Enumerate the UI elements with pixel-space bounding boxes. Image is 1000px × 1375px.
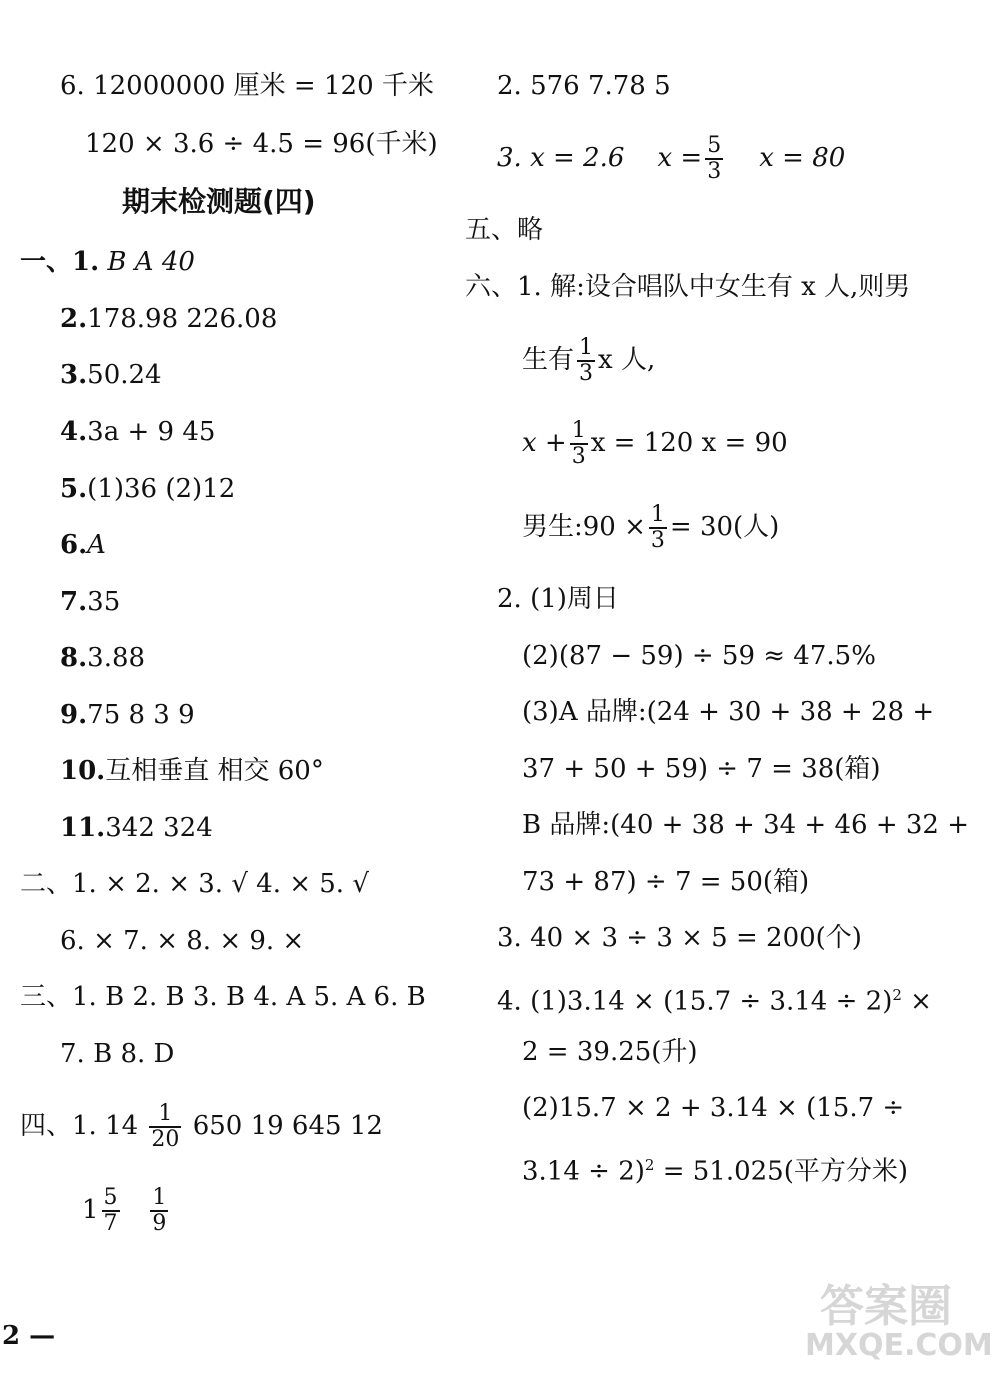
exponent: 2: [644, 1156, 655, 1174]
denominator: 3: [650, 528, 665, 553]
line-r12: B 品牌:(40 + 38 + 34 + 46 + 32 +: [522, 810, 970, 840]
line-r16: 2 = 39.25(升): [522, 1037, 698, 1067]
line-r17: (2)15.7 × 2 + 3.14 × (15.7 ÷: [522, 1093, 905, 1123]
answer-text: 生有: [522, 345, 575, 375]
answer-label: 4.: [60, 417, 88, 447]
page-number: 2 —: [2, 1321, 56, 1351]
answer-text: 342 324: [105, 813, 213, 843]
answer-text: 4. (1)3.14 × (15.7 ÷ 3.14 ÷ 2): [497, 986, 893, 1017]
watermark-logo: 答案圈: [820, 1281, 952, 1332]
numerator: 1: [650, 502, 665, 527]
answer-2b: 6. × 7. × 8. × 9. ×: [60, 926, 305, 956]
line-r14: 3. 40 × 3 ÷ 3 × 5 = 200(个): [497, 923, 862, 953]
line-r2: [497, 128, 845, 188]
numerator: 5: [707, 133, 722, 158]
answer-text: 3.88: [87, 643, 146, 673]
line-r8: 2. (1)周日: [497, 584, 619, 614]
answer-1-4: [60, 416, 215, 448]
answer-1-1: [20, 246, 195, 278]
answer-4a: [20, 1096, 383, 1156]
numerator: 5: [103, 1185, 118, 1210]
answer-label: 6.: [60, 530, 88, 560]
answer-label: 10.: [60, 756, 106, 786]
line-r1: 2. 576 7.78 5: [497, 71, 671, 101]
numerator: 1: [149, 1102, 181, 1128]
answer-text: x =: [657, 143, 703, 173]
answer-text: x +: [522, 428, 567, 458]
numerator: 1: [152, 1185, 167, 1210]
answer-text: 3.14 ÷ 2): [522, 1156, 645, 1187]
answer-1-2: [60, 303, 277, 335]
answer-1-11: [60, 812, 213, 844]
answer-text: 四、1. 14: [20, 1111, 139, 1141]
answer-3b: 7. B 8. D: [60, 1039, 175, 1069]
answer-1-6: [60, 529, 106, 561]
answer-label: 9.: [60, 700, 88, 730]
answer-1-7: [60, 586, 120, 618]
mixed-whole: 1: [82, 1195, 99, 1225]
answer-text: 50.24: [87, 360, 162, 390]
answer-text: 650 19 645 12: [192, 1111, 383, 1141]
answer-1-10: [60, 755, 324, 787]
answer-label: 3.: [60, 360, 88, 390]
answer-label: 一、1.: [20, 247, 100, 277]
denominator: 9: [152, 1211, 167, 1236]
fraction: [649, 503, 667, 553]
exponent: 2: [892, 986, 902, 1004]
line-r13: 73 + 87) ÷ 7 = 50(箱): [522, 867, 810, 897]
answer-text: A: [87, 530, 106, 560]
answer-text: 互相垂直 相交 60°: [105, 756, 324, 786]
line-r4: 六、1. 解:设合唱队中女生有 x 人,则男: [465, 272, 911, 302]
line-l2: 120 × 3.6 ÷ 4.5 = 96(千米): [85, 129, 438, 159]
line-l1: 6. 12000000 厘米 = 120 千米: [60, 71, 434, 101]
section-title: 期末检测题(四): [122, 185, 316, 218]
answer-1-8: [60, 642, 145, 674]
answer-2a: 二、1. × 2. × 3. √ 4. × 5. √: [20, 869, 369, 899]
line-r18: [522, 1149, 908, 1188]
answer-label: 2.: [60, 304, 88, 334]
answer-text: = 51.025(平方分米): [654, 1156, 909, 1187]
answer-text: ×: [901, 986, 932, 1017]
line-r3: 五、略: [465, 215, 544, 245]
answer-text: 3. x = 2.6: [497, 143, 625, 173]
watermark-url: MXQE.COM: [805, 1328, 993, 1363]
answer-text: 35: [87, 587, 121, 617]
line-r10: (3)A 品牌:(24 + 30 + 38 + 28 +: [522, 697, 935, 727]
answer-text: = 30(人): [669, 512, 780, 542]
answer-text: 男生:90 ×: [522, 512, 646, 542]
answer-text: 178.98 226.08: [87, 304, 278, 334]
fraction: [705, 134, 723, 184]
answer-label: 8.: [60, 643, 88, 673]
answer-text: B A 40: [107, 247, 195, 277]
answer-text: x 人,: [598, 345, 656, 375]
fraction: [149, 1102, 181, 1152]
line-r5: [522, 330, 655, 390]
denominator: 20: [151, 1127, 180, 1152]
answer-3a: 三、1. B 2. B 3. B 4. A 5. A 6. B: [20, 982, 426, 1012]
denominator: 3: [707, 159, 722, 184]
line-r9: (2)(87 − 59) ÷ 59 ≈ 47.5%: [522, 641, 876, 671]
answer-1-5: [60, 473, 235, 505]
fraction: [150, 1186, 168, 1236]
answer-text: x = 80: [759, 143, 846, 173]
answer-4b: [82, 1180, 171, 1240]
answer-text: x = 120 x = 90: [590, 428, 788, 458]
line-r7: [522, 497, 779, 557]
answer-label: 5.: [60, 474, 88, 504]
line-r6: [522, 413, 788, 473]
answer-1-3: [60, 359, 162, 391]
answer-text: (1)36 (2)12: [87, 474, 236, 504]
denominator: 3: [579, 361, 594, 386]
fraction: [570, 419, 588, 469]
numerator: 1: [571, 418, 586, 443]
denominator: 7: [103, 1211, 118, 1236]
answer-text: 3a + 9 45: [87, 417, 216, 447]
answer-label: 7.: [60, 587, 88, 617]
answer-1-9: [60, 699, 195, 731]
numerator: 1: [579, 335, 594, 360]
answer-text: 75 8 3 9: [87, 700, 195, 730]
fraction: [577, 336, 595, 386]
line-r11: 37 + 50 + 59) ÷ 7 = 38(箱): [522, 754, 881, 784]
denominator: 3: [571, 444, 586, 469]
line-r15: [497, 979, 932, 1018]
answer-label: 11.: [60, 813, 106, 843]
fraction: [102, 1186, 120, 1236]
